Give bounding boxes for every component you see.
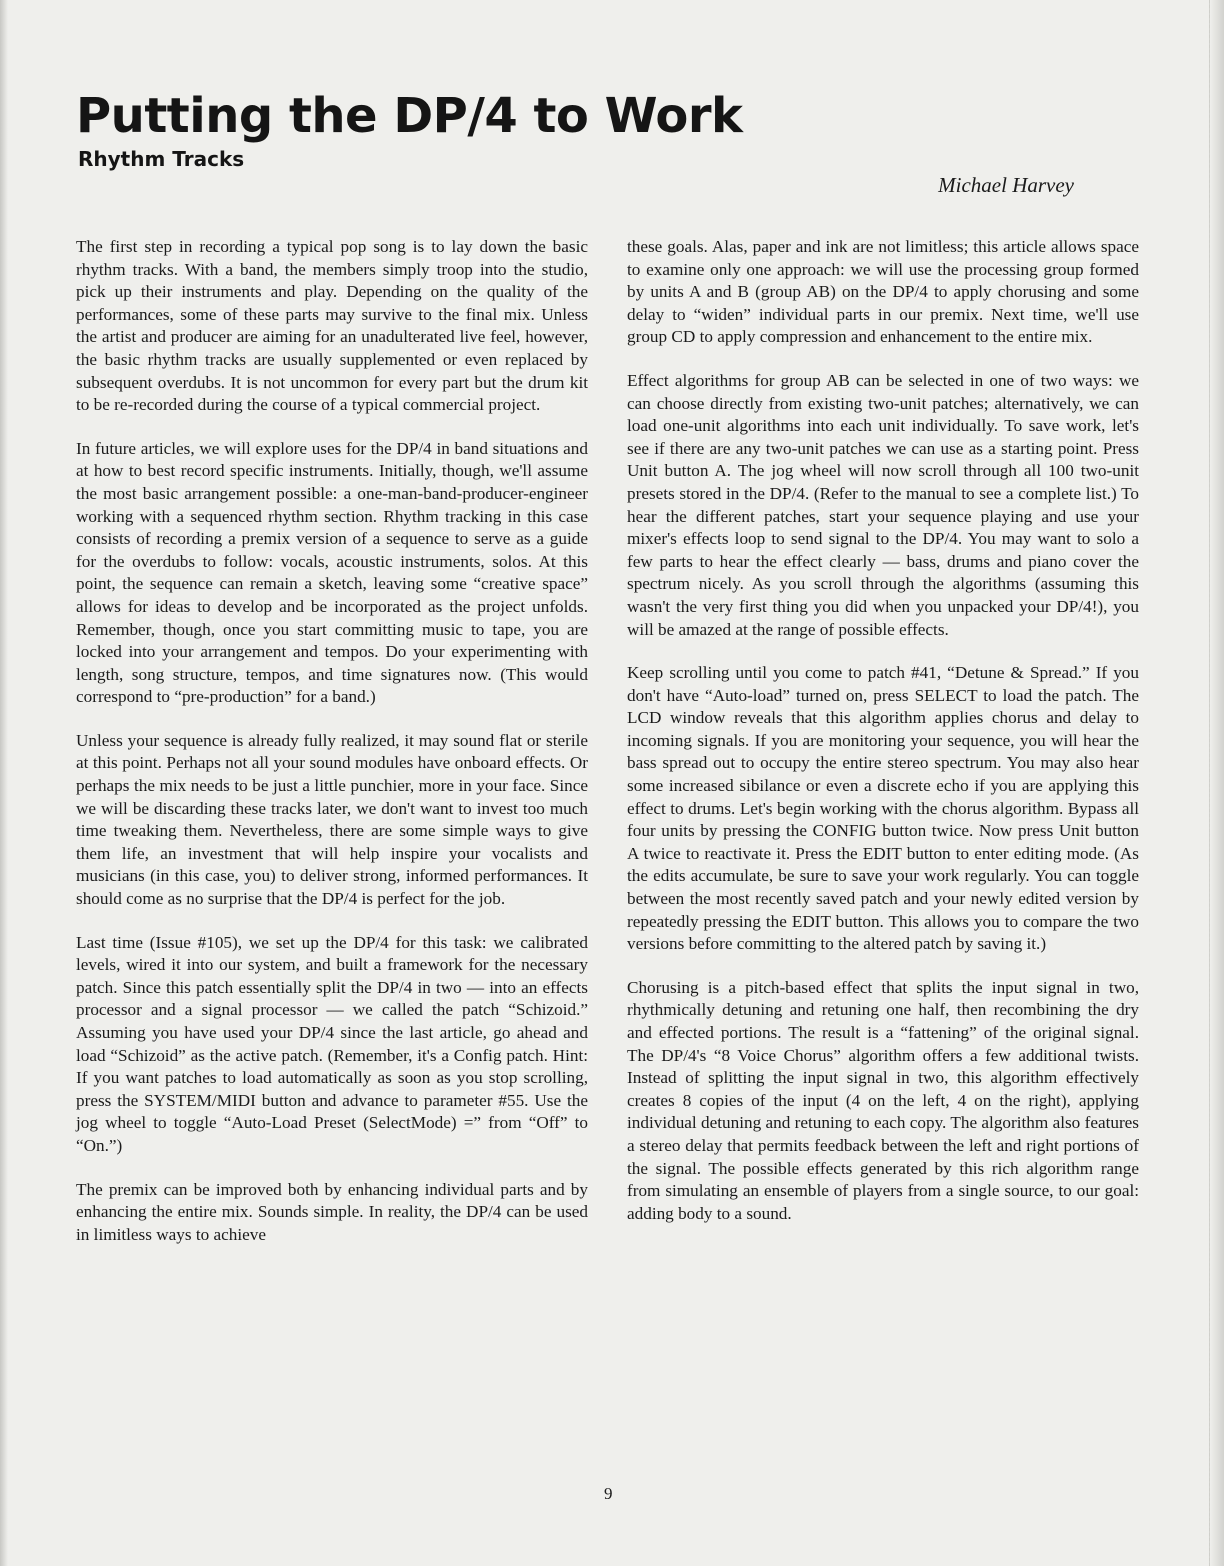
article-subtitle: Rhythm Tracks <box>78 147 245 171</box>
paragraph: Keep scrolling until you come to patch #41, “Detune & Spread.” If you don't have “Auto-load” turned on, press SELECT to load the patch. The LCD window reveals that this algorithm applies chorus and delay to incoming signals. If you are monitoring your sequence, you will hear the bass spread out to occupy the entire stereo spectrum. You may also hear some increased sibilance or even a discrete echo if you are applying this effect to drums. Let's begin working with the chorus algorithm. Bypass all four units by pressing the CONFIG button twice. Now press Unit button A twice to reactivate it. Press the EDIT button to enter editing mode. (As the edits accumulate, be sure to save your work regularly. You can toggle between the most recently saved patch and your newly edited version by repeatedly pressing the EDIT button. This allows you to compare the two versions before committing to the altered patch by saving it.) <box>627 663 1139 954</box>
paragraph: Last time (Issue #105), we set up the DP/4 for this task: we calibrated levels, wired it into our system, and built a framework for the necessary patch. Since this patch essentially split the DP/4 in two — into an effects processor and a signal processor — we called the patch “Schizoid.” Assuming you have used your DP/4 since the last article, go ahead and load “Schizoid” as the active patch. (Remember, it's a Config patch. Hint: If you want patches to load automatically as soon as you stop scrolling, press the SYSTEM/MIDI button and advance to parameter #55. Use the jog wheel to toggle “Auto-Load Preset (SelectMode) =” from “Off” to “On.”) <box>76 932 588 1155</box>
right-column <box>627 236 1139 1246</box>
paragraph: these goals. Alas, paper and ink are not limitless; this article allows space to examine only one approach: we will use the processing group formed by units A and B (group AB) on the DP/4 to apply chorusing and some delay to “widen” individual parts in our premix. Next time, we'll use group CD to apply compression and enhancement to the entire mix. <box>627 237 1139 347</box>
paragraph: Unless your sequence is already fully realized, it may sound flat or sterile at this point. Perhaps not all your sound modules have onboard effects. Or perhaps the mix needs to be just a little punchier, more in your face. Since we will be discarding these tracks later, we don't want to invest too much time tweaking them. Nevertheless, there are some simple ways to give them life, an investment that will help inspire your vocalists and musicians (in this case, you) to deliver strong, informed performances. It should come as no surprise that the DP/4 is perfect for the job. <box>76 730 588 909</box>
paragraph: Chorusing is a pitch-based effect that splits the input signal in two, rhythmically detuning and retuning one half, then recombining the dry and effected portions. The result is a “fattening” of the original signal. The DP/4's “8 Voice Chorus” algorithm offers a few additional twists. Instead of splitting the input signal in two, this algorithm effectively creates 8 copies of the input (4 on the left, 4 on the right), applying individual detuning and retuning to each copy. The algorithm also features a stereo delay that permits feedback between the left and right portions of the signal. The possible effects generated by this rich algorithm range from simulating an ensemble of players from a single source, to our goal: adding body to a sound. <box>627 977 1139 1223</box>
article-title: Putting the DP/4 to Work <box>76 88 743 144</box>
page-edge-left <box>0 0 8 1566</box>
page-edge-right <box>1209 0 1224 1566</box>
paragraph: In future articles, we will explore uses for the DP/4 in band situations and at how to best record specific instruments. Initially, though, we'll assume the most basic arrangement possible: a one-man-band-producer-engineer working with a sequenced rhythm section. Rhythm tracking in this case consists of recording a premix version of a sequence to serve as a guide for the overdubs to follow: vocals, acoustic instruments, solos. At this point, the sequence can remain a sketch, leaving some “creative space” allows for ideas to develop and be incorporated as the project unfolds. Remember, though, once you start committing music to tape, you are locked into your arrangement and tempos. Do your experimenting with length, song structure, tempos, and time signatures now. (This would correspond to “pre-production” for a band.) <box>76 438 588 707</box>
paragraph: The premix can be improved both by enhancing individual parts and by enhancing the entire mix. Sounds simple. In reality, the DP/4 can be used in limitless ways to achieve <box>76 1179 588 1244</box>
page-number: 9 <box>604 1484 613 1503</box>
article-author: Michael Harvey <box>938 173 1074 197</box>
paragraph: The first step in recording a typical pop song is to lay down the basic rhythm tracks. With a band, the members simply troop into the studio, pick up their instruments and play. Depending on the quality of the performances, some of these parts may survive to the final mix. Unless the artist and producer are aiming for an unadulterated live feel, however, the basic rhythm tracks are usually supplemented or even replaced by subsequent overdubs. It is not uncommon for every part but the drum kit to be re-recorded during the course of a typical commercial project. <box>76 237 588 415</box>
paragraph: Effect algorithms for group AB can be selected in one of two ways: we can choose directly from existing two-unit patches; alternatively, we can load one-unit algorithms into each unit individually. To save work, let's see if there are any two-unit patches we can use as a starting point. Press Unit button A. The jog wheel will now scroll through all 100 two-unit presets stored in the DP/4. (Refer to the manual to see a complete list.) To hear the different patches, start your sequence playing and use your mixer's effects loop to send signal to the DP/4. You may want to solo a few parts to hear the effect clearly — bass, drums and piano cover the spectrum nicely. As you scroll through the algorithms (assuming this wasn't the very first thing you did when you unpacked your DP/4!), you will be amazed at the range of possible effects. <box>627 370 1139 639</box>
left-column <box>76 236 588 1267</box>
